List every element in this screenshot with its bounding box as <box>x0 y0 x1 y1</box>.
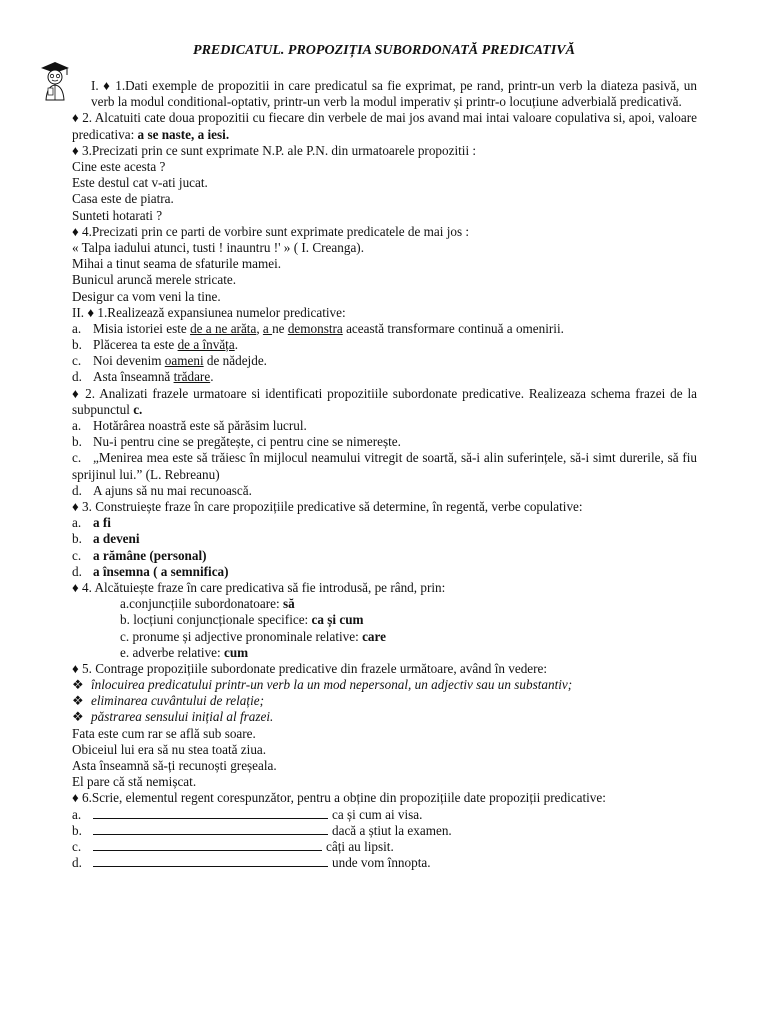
item-marker: d. <box>72 369 82 385</box>
s2-q4: ♦ 4. Alcătuiește fraze în care predicativa să fie introdusă, pe rând, prin: <box>72 579 446 595</box>
s2-q1-item <box>72 353 697 369</box>
item-marker: d. <box>72 563 82 579</box>
item-text: b. locțiuni conjuncționale specifice: <box>120 612 312 628</box>
s1-q4: ♦ 4.Precizati prin ce parti de vorbire sunt exprimate predicatele de mai jos : <box>72 223 470 239</box>
bullet-icon: ❖ <box>72 709 84 725</box>
s2-q3-item <box>72 531 697 547</box>
item-text: această transformare continuă a omenirii. <box>342 320 564 336</box>
item-text: c. pronume și adjective pronominale relative: <box>120 628 363 644</box>
s2-q2 <box>72 386 697 418</box>
underlined-word: de a ne arăta <box>190 320 257 336</box>
s2-q1-item <box>72 337 697 353</box>
item-text: unde vom înnopta. <box>332 855 431 871</box>
s2-q6-item <box>72 839 697 855</box>
item-text: „Menirea mea este să trăiesc în mijlocul neamului vitregit de soartă, să-i alin suferințele, să-i simt durerile, să fiu sprijinul lui.” (L. Rebreanu) <box>72 450 697 482</box>
item-marker: c. <box>72 547 82 563</box>
s2-q3-item <box>72 548 697 564</box>
s2-q4-item <box>72 612 697 628</box>
s2-q6-item <box>72 807 697 823</box>
item-text: ne <box>272 320 288 336</box>
s1-q4-line: Desigur ca vom veni la tine. <box>72 288 221 304</box>
s1-q1: I. ♦ 1.Dati exemple de propozitii in care predicatul sa fie exprimat, pe rand, printr-un verb la diateza pasivă, un verb la modul conditional-optativ, printr-un verb la modul imperativ și printr-o locuțiune adverbială predicativă. <box>91 78 697 110</box>
s2-q5: ♦ 5. Contrage propozițiile subordonate predicative din frazele următoare, având în vedere: <box>72 660 548 676</box>
item-text: câți au lipsit. <box>326 838 394 854</box>
item-marker: b. <box>72 434 82 450</box>
bullet-icon: ❖ <box>72 677 84 693</box>
s2-q2-item <box>72 483 697 499</box>
item-marker: b. <box>72 337 82 353</box>
s2-q6-item <box>72 823 697 839</box>
item-marker: a. <box>72 515 82 531</box>
item-text: a fi <box>93 515 111 531</box>
item-text: Asta înseamnă <box>93 369 174 385</box>
s2-q5-line: El pare că stă nemișcat. <box>72 774 197 790</box>
underlined-word: trădare <box>173 369 211 385</box>
s1-q3-line: Este destul cat v-ati jucat. <box>72 175 208 191</box>
s2-q3: ♦ 3. Construiește fraze în care propozițiile predicative să determine, în regentă, verbe copulative: <box>72 499 583 514</box>
s2-q1-item <box>72 321 697 337</box>
s2-q5-line: Obiceiul lui era să nu stea toată ziua. <box>72 741 267 757</box>
item-marker: c. <box>72 450 82 466</box>
item-marker: d. <box>72 482 82 498</box>
s2-q4-item <box>72 629 697 645</box>
worksheet-content <box>72 78 697 871</box>
s2-q2-item <box>72 450 697 482</box>
item-keyword: să <box>282 596 295 612</box>
s2-q6: ♦ 6.Scrie, elementul regent corespunzător, pentru a obține din propozițiile date propoziții predicative: <box>72 790 606 806</box>
page-title: PREDICATUL. PROPOZIȚIA SUBORDONATĂ PREDICATIVĂ <box>193 43 575 58</box>
item-keyword: care <box>362 628 386 644</box>
item-text: ca și cum ai visa. <box>332 806 423 822</box>
s1-q3-line: Sunteti hotarati ? <box>72 207 163 223</box>
item-marker: c. <box>72 838 82 854</box>
bullet-icon: ❖ <box>72 693 84 709</box>
item-marker: c. <box>72 353 82 369</box>
bullet-text: păstrarea sensului inițial al frazei. <box>91 709 274 725</box>
item-marker: a. <box>72 418 82 434</box>
s1-q3-line: Casa este de piatra. <box>72 191 174 207</box>
s2-q3-item <box>72 515 697 531</box>
s1-q2-text: ♦ 2. Alcatuiti cate doua propozitii cu fiecare din verbele de mai jos avand mai intai valoare copulativa si, apoi, valoare predicativa: <box>72 110 697 142</box>
s1-q2 <box>72 110 697 142</box>
underlined-word: demonstra <box>287 320 343 336</box>
item-text: Nu-i pentru cine se pregătește, ci pentru cine se nimerește. <box>93 434 401 450</box>
s2-q1: II. ♦ 1.Realizează expansiunea numelor predicative: <box>72 304 346 320</box>
s1-q4-line: Mihai a tinut seama de sfaturile mamei. <box>72 256 282 272</box>
s1-q3: ♦ 3.Precizati prin ce sunt exprimate N.P. ale P.N. din urmatoarele propozitii : <box>72 142 477 158</box>
s2-q4-item <box>72 596 697 612</box>
teacher-clipart-icon <box>38 60 72 104</box>
answer-blank[interactable] <box>93 855 328 867</box>
s1-q4-line: Bunicul aruncă merele stricate. <box>72 272 237 288</box>
s2-q5-bullet <box>72 693 697 709</box>
s1-q2-verbs: a se naste, a iesi. <box>137 126 230 142</box>
s2-q5-line: Asta înseamnă să-ți recunoști greșeala. <box>72 758 277 773</box>
s2-q2-item <box>72 418 697 434</box>
item-text: a deveni <box>93 531 140 547</box>
s2-q5-bullet <box>72 709 697 725</box>
item-text: dacă a știut la examen. <box>332 822 452 838</box>
s2-q6-item <box>72 855 697 871</box>
item-text: a.conjuncțiile subordonatoare: <box>120 596 283 612</box>
answer-blank[interactable] <box>93 823 328 835</box>
bullet-text: eliminarea cuvântului de relație; <box>91 693 264 709</box>
item-text: , <box>256 320 263 336</box>
item-keyword: ca și cum <box>311 612 364 628</box>
item-text: de nădejde. <box>203 353 267 369</box>
item-text: Noi devenim <box>93 353 165 369</box>
item-text: Hotărârea noastră este să părăsim lucrul. <box>93 418 307 434</box>
item-text: Misia istoriei este <box>93 320 191 336</box>
item-text: a rămâne (personal) <box>93 547 207 563</box>
s2-q3-item <box>72 564 697 580</box>
item-marker: a. <box>72 320 82 336</box>
item-text: A ajuns să nu mai recunoască. <box>93 482 252 498</box>
underlined-word: oameni <box>164 353 204 369</box>
item-text: a însemna ( a semnifica) <box>93 563 229 579</box>
s2-q2-item <box>72 434 697 450</box>
answer-blank[interactable] <box>93 839 322 851</box>
s2-q5-line: Fata este cum rar se află sub soare. <box>72 725 256 741</box>
item-marker: a. <box>72 806 82 822</box>
s2-q2-bold: c. <box>133 401 143 417</box>
item-text: . <box>210 369 214 385</box>
item-text: Plăcerea ta este <box>93 337 178 353</box>
s2-q2-text: ♦ 2. Analizati frazele urmatoare si identificati propozitiile subordonate predicative. Realizeaza schema frazei de la subpunctul <box>72 385 697 417</box>
bullet-text: înlocuirea predicatului printr-un verb la un mod nepersonal, un adjectiv sau un substantiv; <box>91 677 573 693</box>
s2-q1-item <box>72 369 697 385</box>
s2-q4-item <box>72 645 697 661</box>
item-keyword: cum <box>223 644 249 660</box>
underlined-word: a <box>262 320 273 336</box>
s1-q3-line: Cine este acesta ? <box>72 159 166 174</box>
s1-q4-line: « Talpa iadului atunci, tusti ! inauntru !' » ( I. Creanga). <box>72 239 364 255</box>
s2-q5-bullet <box>72 677 697 693</box>
underlined-word: de a învăța <box>177 337 235 353</box>
item-text: e. adverbe relative: <box>120 644 224 660</box>
item-text: . <box>234 337 238 353</box>
answer-blank[interactable] <box>93 807 328 819</box>
item-marker: b. <box>72 531 82 547</box>
item-marker: b. <box>72 822 82 838</box>
item-marker: d. <box>72 855 82 871</box>
